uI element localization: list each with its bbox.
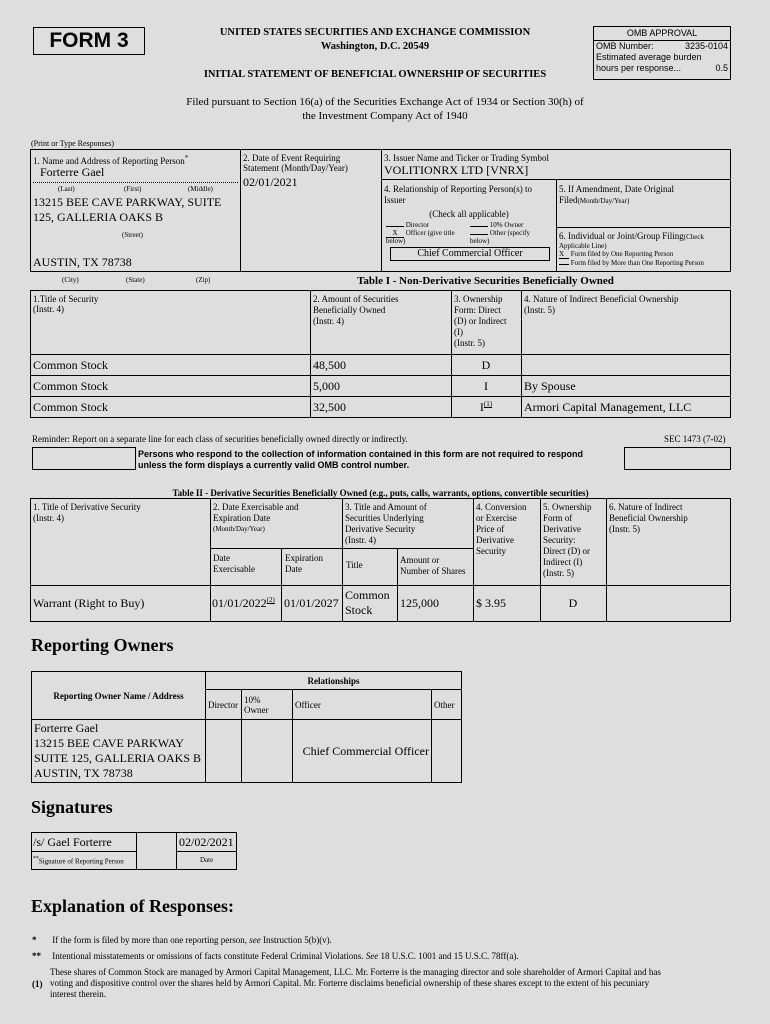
zip-label: (Zip) <box>196 276 211 284</box>
box5-label-line2: Filed(Month/Day/Year) <box>559 195 630 205</box>
footnote-1-mark: (1) <box>32 979 43 989</box>
director-option[interactable] <box>386 221 429 229</box>
box6-opt1-label: Form filed by One Reporting Person <box>570 250 674 258</box>
form-label: FORM 3 <box>49 29 129 52</box>
t1-row3-form: I <box>479 400 484 414</box>
t2-row1-form: D <box>568 596 578 610</box>
t2-row1-shares: 125,000 <box>400 596 439 610</box>
ten-pct-option[interactable] <box>470 221 523 229</box>
signature-date: 02/02/2021 <box>179 835 234 849</box>
reminder-left-box <box>32 447 136 470</box>
t2-col2b-header: Expiration Date <box>285 553 323 574</box>
box6-option-one[interactable] <box>559 250 673 259</box>
sec-code: SEC 1473 (7-02) <box>664 434 726 444</box>
t1-row2-form: I <box>484 379 488 393</box>
reporting-person-name: Forterre Gael <box>40 165 105 179</box>
city-label: (City) <box>62 276 79 284</box>
agency-line2: Washington, D.C. 20549 <box>320 41 430 52</box>
signature-label: **Signature of Reporting Person <box>33 856 124 866</box>
ro-col-ten: 10% Owner <box>242 690 293 720</box>
t1-row2-nature: By Spouse <box>524 379 576 393</box>
omb-hours-label: hours per response... <box>596 63 682 73</box>
reminder-right-box <box>624 447 731 470</box>
box6-label-small: (Check <box>683 233 704 241</box>
box2-label-line2: Statement (Month/Day/Year) <box>243 163 348 173</box>
date-label: Date <box>200 856 214 864</box>
ro-col-officer: Officer <box>293 690 432 720</box>
box4-label-line1: 4. Relationship of Reporting Person(s) to <box>384 184 532 194</box>
officer-label: Officer (give title <box>405 229 455 237</box>
ro-col-director: Director <box>206 690 242 720</box>
t2-row1-date-exercisable: 01/01/2022 <box>212 596 267 610</box>
t2-col1-header: 1. Title of Derivative Security (Instr. 4) <box>33 502 141 523</box>
street-label: (Street) <box>122 231 143 239</box>
box6-option-two[interactable] <box>559 259 704 267</box>
persons-notice-line1: Persons who respond to the collection of information contained in this form are not required to respond <box>138 449 584 459</box>
explanation-heading: Explanation of Responses: <box>31 896 235 916</box>
t2-row1-title: Warrant (Right to Buy) <box>33 596 145 610</box>
signatures-heading: Signatures <box>31 797 113 817</box>
street-line2: 125, GALLERIA OAKS B <box>33 210 164 224</box>
t1-col3-header: 3. Ownership Form: Direct (D) or Indirect (I) (Instr. 5) <box>454 294 507 348</box>
box5-label-small: (Month/Day/Year) <box>577 197 630 205</box>
ro-relationships: Relationships <box>206 672 462 690</box>
footnote-1-text: These shares of Common Stock are managed by Armori Capital Management, LLC. Mr. Forterre is the managing director and sole shareholder of Armori Capital and has voting and dispositive control over the shares held by Armori Capital. Mr. Forterre disclaims beneficial ownership of these shares except to the extent of his pecuniary interest therein. <box>50 967 661 999</box>
omb-approval-box <box>593 26 731 80</box>
first-label: (First) <box>124 185 142 193</box>
t2-col6-header: 6. Nature of Indirect Beneficial Ownership (Instr. 5) <box>609 502 688 534</box>
state-label: (State) <box>126 276 145 284</box>
table2-title: Table II - Derivative Securities Beneficially Owned (e.g., puts, calls, warrants, options, convertible securities) <box>172 488 589 498</box>
reporting-owner-row <box>32 720 462 783</box>
t1-row1-form: D <box>481 358 491 372</box>
t2-row1-date-cell <box>212 596 275 611</box>
agency-line1: UNITED STATES SECURITIES AND EXCHANGE COMMISSION <box>219 27 531 38</box>
box6-opt1-mark: X <box>559 250 569 259</box>
last-label: (Last) <box>58 185 75 193</box>
box3-label: 3. Issuer Name and Ticker or Trading Symbol <box>384 153 549 163</box>
other-label2: below) <box>470 237 490 245</box>
t1-col4-header: 4. Nature of Indirect Beneficial Ownership (Instr. 5) <box>524 294 679 315</box>
box1-star: * <box>184 154 189 162</box>
footnote-link-1[interactable]: (1) <box>483 400 493 408</box>
box2-label-line1: 2. Date of Event Requiring <box>243 153 341 163</box>
signature-value: /s/ Gael Forterre <box>33 835 112 849</box>
omb-hours: 0.5 <box>715 63 728 73</box>
table1-title: Table I - Non-Derivative Securities Beneficially Owned <box>357 275 614 287</box>
box4-label-line2: Issuer <box>384 195 406 205</box>
t1-row3-title: Common Stock <box>33 400 109 414</box>
reporting-owners-table <box>31 671 462 783</box>
t1-col2-header: 2. Amount of Securities Beneficially Owned (Instr. 4) <box>313 294 399 326</box>
ro-owner-address: Forterre Gael 13215 BEE CAVE PARKWAY SUITE 125, GALLERIA OAKS B AUSTIN, TX 78738 <box>32 720 206 783</box>
officer-mark: X <box>386 229 404 238</box>
t1-row3-form-cell <box>451 400 521 415</box>
t1-row2-title: Common Stock <box>33 379 109 393</box>
t2-col2a-header: Date Exercisable <box>213 553 255 574</box>
t1-row1-title: Common Stock <box>33 358 109 372</box>
form-label-box <box>33 27 145 55</box>
t2-row1-price: $ 3.95 <box>476 596 506 610</box>
reporting-owners-heading: Reporting Owners <box>31 635 174 655</box>
city-line: AUSTIN, TX 78738 <box>33 255 132 269</box>
t2-col2-header: 2. Date Exercisable and Expiration Date (Month/Day/Year) <box>213 502 299 533</box>
box1-label: 1. Name and Address of Reporting Person* <box>33 154 189 166</box>
omb-number: 3235-0104 <box>684 41 728 51</box>
t2-row1-expiration: 01/01/2027 <box>284 596 339 610</box>
ro-col-name: Reporting Owner Name / Address <box>32 672 206 720</box>
issuer-name: VOLITIONRX LTD [VNRX] <box>384 163 529 177</box>
box6-opt2-label: Form filed by More than One Reporting Person <box>570 259 704 267</box>
t2-col5-header: 5. Ownership Form of Derivative Security: Direct (D) or Indirect (I) (Instr. 5) <box>543 502 592 578</box>
page-title: INITIAL STATEMENT OF BENEFICIAL OWNERSHIP OF SECURITIES <box>203 69 547 80</box>
t2-col3a-header: Title <box>346 560 363 570</box>
t1-row3-nature: Armori Capital Management, LLC <box>524 400 692 414</box>
persons-notice-line2: unless the form displays a currently valid OMB control number. <box>138 460 410 470</box>
explanation-note: ** Intentional misstatements or omissions of facts constitute Federal Criminal Violations. See 18 U.S.C. 1001 and 15 U.S.C. 78ff(a). <box>32 951 519 961</box>
box6-label: 6. Individual or Joint/Group Filing(Check <box>559 231 704 241</box>
t1-row3-amount: 32,500 <box>313 400 346 414</box>
omb-title: OMB APPROVAL <box>594 27 730 41</box>
omb-burden-line: Estimated average burden <box>596 52 702 62</box>
box5-label-line1: 5. If Amendment, Date Original <box>559 184 674 194</box>
t2-col3-header: 3. Title and Amount of Securities Underlying Derivative Security (Instr. 4) <box>345 502 427 545</box>
check-all-label: (Check all applicable) <box>429 209 509 219</box>
officer-title: Chief Commercial Officer <box>390 247 550 261</box>
t1-row2-amount: 5,000 <box>313 379 340 393</box>
t1-col1-header: 1.Title of Security (Instr. 4) <box>33 294 99 314</box>
other-option[interactable] <box>470 229 530 237</box>
event-date: 02/01/2021 <box>243 175 298 189</box>
reminder-text: Reminder: Report on a separate line for each class of securities beneficially owned directly or indirectly. <box>32 434 408 444</box>
street-line1: 13215 BEE CAVE PARKWAY, SUITE <box>33 195 222 209</box>
middle-label: (Middle) <box>188 185 213 193</box>
t2-row1-underlying: Common Stock <box>345 588 390 617</box>
t2-col3b-header: Amount or Number of Shares <box>400 555 466 576</box>
box6-label-line2: Applicable Line) <box>559 242 607 250</box>
t2-col4-header: 4. Conversion or Exercise Price of Derivative Security <box>476 502 527 556</box>
filed-line1: Filed pursuant to Section 16(a) of the Securities Exchange Act of 1934 or Section 30(h) of <box>186 96 584 108</box>
omb-number-label: OMB Number: <box>596 41 654 51</box>
officer-label2: below) <box>386 237 406 245</box>
ro-owner-officer: Chief Commercial Officer <box>293 720 432 783</box>
other-label: Other (specify <box>489 229 530 237</box>
print-label: (Print or Type Responses) <box>31 139 115 148</box>
ten-pct-label: 10% Owner <box>489 221 524 229</box>
ro-col-other: Other <box>432 690 462 720</box>
filed-line2: the Investment Company Act of 1940 <box>302 110 468 122</box>
footnote-link-2[interactable]: (2) <box>266 596 275 604</box>
t1-row1-amount: 48,500 <box>313 358 346 372</box>
director-label: Director <box>405 221 430 229</box>
explanation-note: * If the form is filed by more than one reporting person, see Instruction 5(b)(v). <box>32 935 332 945</box>
